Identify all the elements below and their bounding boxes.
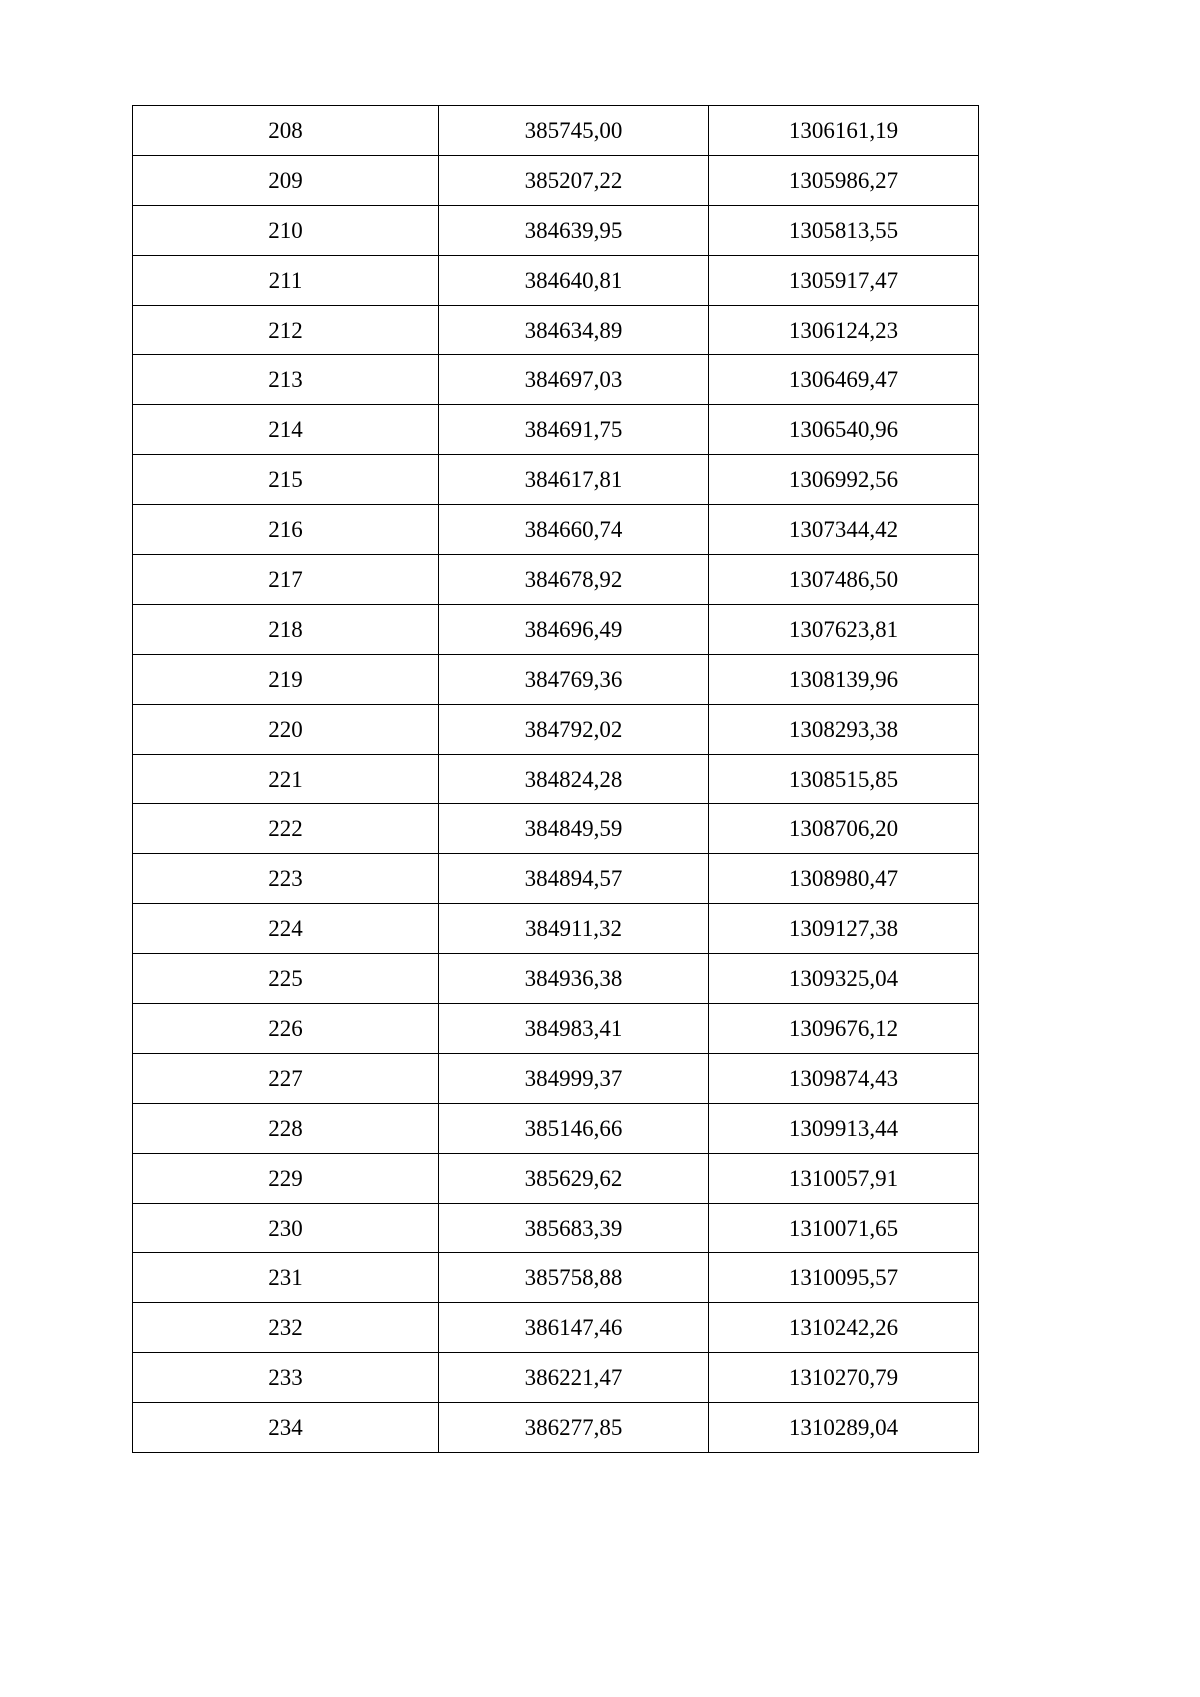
x-coordinate-cell: 384697,03 [439,355,709,405]
point-number-cell: 212 [133,305,439,355]
table-row [133,854,979,904]
point-number-cell: 230 [133,1203,439,1253]
table-row [133,205,979,255]
x-coordinate-cell: 384824,28 [439,754,709,804]
table-row [133,954,979,1004]
y-coordinate-cell: 1310270,79 [709,1353,979,1403]
x-coordinate-cell: 384640,81 [439,255,709,305]
y-coordinate-cell: 1306469,47 [709,355,979,405]
y-coordinate-cell: 1305917,47 [709,255,979,305]
y-coordinate-cell: 1307344,42 [709,505,979,555]
point-number-cell: 226 [133,1004,439,1054]
x-coordinate-cell: 384983,41 [439,1004,709,1054]
point-number-cell: 228 [133,1103,439,1153]
point-number-cell: 219 [133,654,439,704]
point-number-cell: 220 [133,704,439,754]
y-coordinate-cell: 1306161,19 [709,106,979,156]
x-coordinate-cell: 385629,62 [439,1153,709,1203]
y-coordinate-cell: 1305986,27 [709,155,979,205]
x-coordinate-cell: 384696,49 [439,604,709,654]
x-coordinate-cell: 385758,88 [439,1253,709,1303]
table-row [133,654,979,704]
coordinates-table [132,105,979,1453]
x-coordinate-cell: 385683,39 [439,1203,709,1253]
x-coordinate-cell: 384660,74 [439,505,709,555]
x-coordinate-cell: 385146,66 [439,1103,709,1153]
y-coordinate-cell: 1308515,85 [709,754,979,804]
x-coordinate-cell: 385745,00 [439,106,709,156]
table-row [133,1053,979,1103]
table-row [133,106,979,156]
point-number-cell: 215 [133,455,439,505]
x-coordinate-cell: 384936,38 [439,954,709,1004]
point-number-cell: 234 [133,1403,439,1453]
y-coordinate-cell: 1309325,04 [709,954,979,1004]
x-coordinate-cell: 384792,02 [439,704,709,754]
y-coordinate-cell: 1310057,91 [709,1153,979,1203]
point-number-cell: 211 [133,255,439,305]
table-row [133,1153,979,1203]
x-coordinate-cell: 384894,57 [439,854,709,904]
x-coordinate-cell: 384678,92 [439,555,709,605]
table-row [133,1203,979,1253]
table-row [133,704,979,754]
point-number-cell: 225 [133,954,439,1004]
point-number-cell: 214 [133,405,439,455]
x-coordinate-cell: 384999,37 [439,1053,709,1103]
x-coordinate-cell: 384911,32 [439,904,709,954]
table-row [133,1103,979,1153]
table-row [133,405,979,455]
table-row [133,604,979,654]
point-number-cell: 217 [133,555,439,605]
y-coordinate-cell: 1310095,57 [709,1253,979,1303]
x-coordinate-cell: 386221,47 [439,1353,709,1403]
y-coordinate-cell: 1307486,50 [709,555,979,605]
y-coordinate-cell: 1306124,23 [709,305,979,355]
point-number-cell: 223 [133,854,439,904]
point-number-cell: 229 [133,1153,439,1203]
table-row [133,255,979,305]
point-number-cell: 233 [133,1353,439,1403]
y-coordinate-cell: 1308706,20 [709,804,979,854]
point-number-cell: 208 [133,106,439,156]
x-coordinate-cell: 384691,75 [439,405,709,455]
x-coordinate-cell: 384634,89 [439,305,709,355]
x-coordinate-cell: 384639,95 [439,205,709,255]
point-number-cell: 222 [133,804,439,854]
table-row [133,305,979,355]
point-number-cell: 224 [133,904,439,954]
table-row [133,904,979,954]
y-coordinate-cell: 1308980,47 [709,854,979,904]
y-coordinate-cell: 1309127,38 [709,904,979,954]
y-coordinate-cell: 1306992,56 [709,455,979,505]
coordinates-table-body [133,106,979,1453]
table-row [133,555,979,605]
x-coordinate-cell: 384849,59 [439,804,709,854]
point-number-cell: 209 [133,155,439,205]
y-coordinate-cell: 1310289,04 [709,1403,979,1453]
table-row [133,355,979,405]
x-coordinate-cell: 384769,36 [439,654,709,704]
y-coordinate-cell: 1310242,26 [709,1303,979,1353]
table-row [133,1253,979,1303]
point-number-cell: 210 [133,205,439,255]
y-coordinate-cell: 1308293,38 [709,704,979,754]
point-number-cell: 213 [133,355,439,405]
y-coordinate-cell: 1305813,55 [709,205,979,255]
x-coordinate-cell: 386147,46 [439,1303,709,1353]
table-row [133,1403,979,1453]
y-coordinate-cell: 1309913,44 [709,1103,979,1153]
table-row [133,505,979,555]
table-row [133,754,979,804]
y-coordinate-cell: 1309874,43 [709,1053,979,1103]
x-coordinate-cell: 385207,22 [439,155,709,205]
point-number-cell: 232 [133,1303,439,1353]
x-coordinate-cell: 384617,81 [439,455,709,505]
point-number-cell: 218 [133,604,439,654]
table-row [133,804,979,854]
table-row [133,1004,979,1054]
point-number-cell: 227 [133,1053,439,1103]
point-number-cell: 221 [133,754,439,804]
y-coordinate-cell: 1306540,96 [709,405,979,455]
y-coordinate-cell: 1309676,12 [709,1004,979,1054]
table-row [133,455,979,505]
table-row [133,1303,979,1353]
x-coordinate-cell: 386277,85 [439,1403,709,1453]
table-row [133,155,979,205]
point-number-cell: 216 [133,505,439,555]
y-coordinate-cell: 1308139,96 [709,654,979,704]
point-number-cell: 231 [133,1253,439,1303]
y-coordinate-cell: 1310071,65 [709,1203,979,1253]
table-row [133,1353,979,1403]
y-coordinate-cell: 1307623,81 [709,604,979,654]
